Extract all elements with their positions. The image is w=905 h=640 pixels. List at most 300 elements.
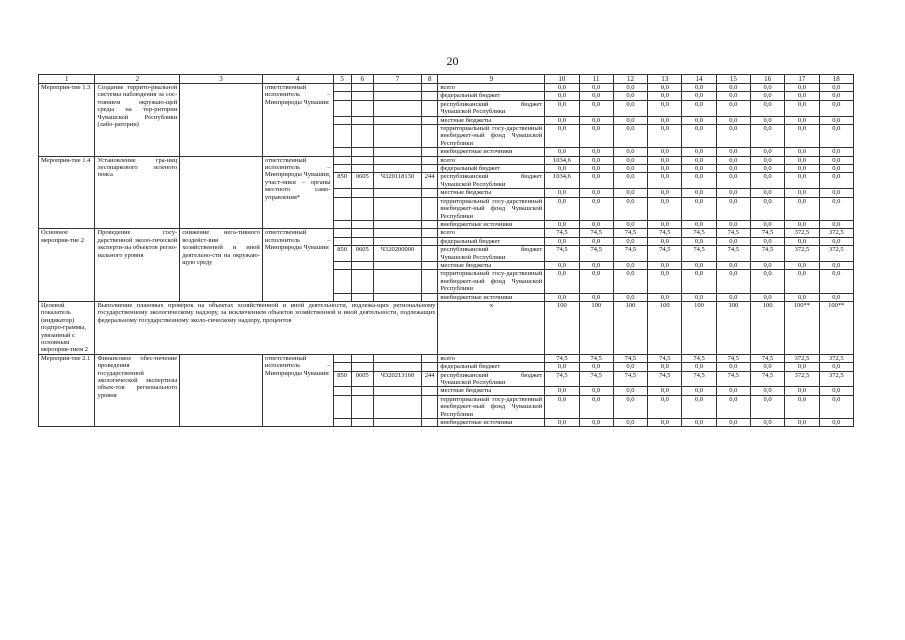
amount-cell: 0,0 [716, 419, 750, 427]
code-vr [422, 246, 438, 262]
funding-source: территориальный госу-дарственный внебюджет-ный фонд Чувашской Республики [438, 270, 545, 293]
funding-source: федеральный бюджет [438, 165, 545, 173]
amount-cell: 0,0 [579, 165, 613, 173]
code-csr [373, 116, 421, 124]
indicator-label: Целевой показатель (индикатор) подпро-граммы, увязанный с основным мероприя-тием 2 [39, 301, 95, 354]
amount-cell: 0,0 [819, 189, 853, 197]
amount-cell: 0,0 [750, 261, 784, 269]
amount-cell: 0,0 [819, 173, 853, 189]
amount-cell: 0,0 [579, 92, 613, 100]
executor: ответственный исполнитель – Минприроды Чувашии [262, 354, 333, 427]
event-goal: снижение нега-тивного воздейст-вия хозяйственной и иной деятельно-сти на окружаю-щую среду [180, 229, 263, 302]
amount-cell: 0,0 [682, 92, 716, 100]
amount-cell: 0,0 [648, 387, 682, 395]
amount-cell: 0,0 [648, 237, 682, 245]
code-grbs: 850 [333, 173, 351, 189]
amount-cell: 0,0 [648, 125, 682, 148]
column-header: 1 [39, 75, 95, 84]
code-vr [422, 189, 438, 197]
funding-source: федеральный бюджет [438, 237, 545, 245]
amount-cell: 0,0 [785, 270, 819, 293]
amount-cell: 0,0 [545, 92, 579, 100]
amount-cell: 74,5 [648, 246, 682, 262]
column-header: 5 [333, 75, 351, 84]
amount-cell: 0,0 [613, 395, 647, 418]
table-row [39, 156, 854, 164]
amount-cell: 0,0 [682, 100, 716, 116]
code-grbs [333, 92, 351, 100]
amount-cell: 0,0 [682, 197, 716, 220]
amount-cell: 74,5 [545, 371, 579, 387]
indicator-value: 100** [819, 301, 853, 354]
code-csr [373, 92, 421, 100]
amount-cell: 0,0 [682, 116, 716, 124]
amount-cell: 0,0 [716, 237, 750, 245]
funding-source: внебюджетные источники [438, 419, 545, 427]
amount-cell: 0,0 [648, 270, 682, 293]
code-grbs [333, 270, 351, 293]
code-grbs [333, 197, 351, 220]
code-grbs: 850 [333, 371, 351, 387]
amount-cell: 0,0 [750, 189, 784, 197]
amount-cell: 0,0 [785, 125, 819, 148]
amount-cell: 0,0 [716, 220, 750, 228]
amount-cell: 0,0 [785, 395, 819, 418]
code-rzpr [351, 237, 373, 245]
amount-cell: 0,0 [613, 100, 647, 116]
amount-cell: 0,0 [545, 116, 579, 124]
event-name: Проведение госу-дарственной эколо-гической эксперти-зы объектов регио-нального уровня [95, 229, 180, 302]
funding-source: внебюджетные источники [438, 220, 545, 228]
amount-cell: 0,0 [648, 156, 682, 164]
amount-cell: 0,0 [785, 387, 819, 395]
code-grbs [333, 237, 351, 245]
amount-cell: 0,0 [579, 293, 613, 301]
column-header: 11 [579, 75, 613, 84]
indicator-value: 100 [648, 301, 682, 354]
amount-cell: 372,5 [819, 246, 853, 262]
code-csr [373, 229, 421, 237]
amount-cell: 0,0 [648, 148, 682, 156]
amount-cell: 0,0 [579, 156, 613, 164]
amount-cell: 0,0 [613, 363, 647, 371]
amount-cell: 74,5 [545, 354, 579, 362]
amount-cell: 372,5 [819, 229, 853, 237]
funding-source: всего [438, 84, 545, 92]
amount-cell: 0,0 [750, 395, 784, 418]
amount-cell: 0,0 [819, 419, 853, 427]
code-rzpr [351, 229, 373, 237]
amount-cell: 372,5 [785, 229, 819, 237]
code-rzpr [351, 165, 373, 173]
amount-cell: 0,0 [785, 100, 819, 116]
amount-cell: 1034,6 [545, 156, 579, 164]
column-header: 14 [682, 75, 716, 84]
code-rzpr [351, 156, 373, 164]
amount-cell: 0,0 [819, 92, 853, 100]
amount-cell: 0,0 [613, 173, 647, 189]
amount-cell: 0,0 [682, 165, 716, 173]
amount-cell: 0,0 [579, 419, 613, 427]
code-grbs [333, 363, 351, 371]
column-header: 16 [750, 75, 784, 84]
code-rzpr: 0605 [351, 246, 373, 262]
event-id: Мероприя-тие 2.1 [39, 354, 95, 427]
amount-cell: 0,0 [819, 363, 853, 371]
amount-cell: 0,0 [648, 220, 682, 228]
amount-cell: 0,0 [613, 84, 647, 92]
amount-cell: 0,0 [819, 387, 853, 395]
code-vr: 244 [422, 173, 438, 189]
code-vr [422, 100, 438, 116]
code-vr [422, 237, 438, 245]
code-rzpr [351, 293, 373, 301]
executor: ответственный исполнитель – Минприроды Чувашии [262, 229, 333, 302]
code-vr [422, 419, 438, 427]
amount-cell: 0,0 [785, 261, 819, 269]
event-id: Мероприя-тие 1.4 [39, 156, 95, 229]
column-header: 3 [180, 75, 263, 84]
amount-cell: 0,0 [750, 84, 784, 92]
code-vr [422, 165, 438, 173]
amount-cell: 0,0 [819, 293, 853, 301]
amount-cell: 0,0 [785, 419, 819, 427]
amount-cell: 0,0 [716, 197, 750, 220]
event-id: Основное мероприя-тие 2 [39, 229, 95, 302]
amount-cell: 0,0 [545, 197, 579, 220]
amount-cell: 0,0 [613, 165, 647, 173]
funding-source: местные бюджеты [438, 261, 545, 269]
amount-cell: 0,0 [785, 116, 819, 124]
amount-cell: 0,0 [716, 387, 750, 395]
amount-cell: 0,0 [785, 197, 819, 220]
table-row [39, 229, 854, 237]
amount-cell: 74,5 [545, 246, 579, 262]
indicator-text: Выполнение плановых проверок на объектах хозяйственной и иной деятельности, подлежа-щих региональному государственному экологическому надзору, за исключением объектов хозяйственной и иной деятельности, подлежащих федеральному государственному эколо-гическому надзору, процентов [95, 301, 438, 354]
amount-cell: 0,0 [716, 125, 750, 148]
amount-cell: 0,0 [682, 387, 716, 395]
amount-cell: 74,5 [613, 371, 647, 387]
code-grbs [333, 189, 351, 197]
code-vr [422, 270, 438, 293]
code-rzpr [351, 363, 373, 371]
amount-cell: 0,0 [579, 116, 613, 124]
code-vr [422, 156, 438, 164]
code-csr [373, 387, 421, 395]
amount-cell: 0,0 [750, 100, 784, 116]
amount-cell: 0,0 [613, 125, 647, 148]
funding-source: всего [438, 229, 545, 237]
amount-cell: 0,0 [545, 84, 579, 92]
funding-source: территориальный госу-дарственный внебюджет-ный фонд Чувашской Республики [438, 395, 545, 418]
amount-cell: 0,0 [785, 165, 819, 173]
amount-cell: 0,0 [648, 261, 682, 269]
amount-cell: 0,0 [716, 395, 750, 418]
code-rzpr [351, 270, 373, 293]
amount-cell: 74,5 [545, 229, 579, 237]
amount-cell: 74,5 [682, 354, 716, 362]
amount-cell: 0,0 [579, 189, 613, 197]
amount-cell: 0,0 [545, 395, 579, 418]
code-csr [373, 419, 421, 427]
amount-cell: 74,5 [716, 229, 750, 237]
code-csr: Ч320213160 [373, 371, 421, 387]
funding-source: территориальный госу-дарственный внебюджет-ный фонд Чувашской Республики [438, 125, 545, 148]
code-grbs [333, 229, 351, 237]
amount-cell: 0,0 [819, 220, 853, 228]
amount-cell: 0,0 [648, 165, 682, 173]
amount-cell: 372,5 [785, 246, 819, 262]
code-vr [422, 220, 438, 228]
code-grbs [333, 148, 351, 156]
amount-cell: 74,5 [716, 371, 750, 387]
code-csr [373, 148, 421, 156]
code-vr [422, 125, 438, 148]
code-rzpr [351, 387, 373, 395]
amount-cell: 74,5 [750, 229, 784, 237]
amount-cell: 0,0 [545, 237, 579, 245]
amount-cell: 0,0 [545, 220, 579, 228]
amount-cell: 372,5 [819, 371, 853, 387]
amount-cell: 0,0 [682, 261, 716, 269]
amount-cell: 0,0 [579, 270, 613, 293]
amount-cell: 74,5 [648, 229, 682, 237]
event-name: Установление гра-ниц лесопаркового зеленого пояса [95, 156, 180, 229]
funding-source: внебюджетные источники [438, 148, 545, 156]
column-header: 9 [438, 75, 545, 84]
code-rzpr [351, 419, 373, 427]
amount-cell: 0,0 [716, 156, 750, 164]
page-number: 20 [446, 54, 459, 68]
code-csr [373, 189, 421, 197]
code-csr [373, 125, 421, 148]
column-header: 17 [785, 75, 819, 84]
column-header: 7 [373, 75, 421, 84]
amount-cell: 0,0 [545, 165, 579, 173]
event-goal [180, 156, 263, 229]
amount-cell: 0,0 [545, 363, 579, 371]
code-rzpr [351, 395, 373, 418]
amount-cell: 0,0 [648, 395, 682, 418]
amount-cell: 0,0 [716, 189, 750, 197]
amount-cell: 0,0 [613, 261, 647, 269]
code-grbs [333, 261, 351, 269]
amount-cell: 74,5 [682, 371, 716, 387]
amount-cell: 74,5 [682, 229, 716, 237]
code-grbs [333, 156, 351, 164]
code-rzpr [351, 220, 373, 228]
indicator-value: 100 [545, 301, 579, 354]
amount-cell: 0,0 [545, 261, 579, 269]
amount-cell: 0,0 [613, 293, 647, 301]
event-id: Мероприя-тие 1.3 [39, 84, 95, 157]
code-grbs [333, 100, 351, 116]
code-csr [373, 395, 421, 418]
amount-cell: 0,0 [682, 84, 716, 92]
amount-cell: 0,0 [819, 125, 853, 148]
amount-cell: 0,0 [579, 125, 613, 148]
code-rzpr [351, 354, 373, 362]
code-grbs [333, 395, 351, 418]
amount-cell: 0,0 [716, 92, 750, 100]
amount-cell: 0,0 [716, 293, 750, 301]
amount-cell: 0,0 [819, 156, 853, 164]
amount-cell: 0,0 [716, 116, 750, 124]
amount-cell: 0,0 [716, 363, 750, 371]
table-row [39, 354, 854, 362]
amount-cell: 0,0 [682, 189, 716, 197]
code-vr: 244 [422, 371, 438, 387]
amount-cell: 0,0 [716, 261, 750, 269]
funding-source: всего [438, 354, 545, 362]
code-grbs [333, 116, 351, 124]
indicator-value: 100 [750, 301, 784, 354]
amount-cell: 0,0 [785, 84, 819, 92]
amount-cell: 0,0 [750, 387, 784, 395]
amount-cell: 74,5 [648, 354, 682, 362]
event-name: Создание террито-риальной системы наблюдения за сос-тоянием окружаю-щей среды на тер-ритории Чувашской Республики (лабо-ратории) [95, 84, 180, 157]
financing-table [38, 74, 854, 427]
amount-cell: 0,0 [579, 387, 613, 395]
amount-cell: 0,0 [819, 395, 853, 418]
column-header: 4 [262, 75, 333, 84]
amount-cell: 0,0 [613, 116, 647, 124]
amount-cell: 0,0 [648, 419, 682, 427]
amount-cell: 0,0 [613, 387, 647, 395]
amount-cell: 74,5 [579, 354, 613, 362]
amount-cell: 0,0 [613, 220, 647, 228]
indicator-mark: х [438, 301, 545, 354]
indicator-value: 100** [785, 301, 819, 354]
amount-cell: 0,0 [682, 363, 716, 371]
code-csr [373, 270, 421, 293]
amount-cell: 0,0 [613, 156, 647, 164]
amount-cell: 0,0 [613, 270, 647, 293]
code-vr [422, 229, 438, 237]
amount-cell: 0,0 [648, 293, 682, 301]
event-goal [180, 84, 263, 157]
amount-cell: 0,0 [579, 173, 613, 189]
amount-cell: 0,0 [716, 148, 750, 156]
amount-cell: 0,0 [682, 270, 716, 293]
amount-cell: 0,0 [613, 148, 647, 156]
amount-cell: 0,0 [785, 148, 819, 156]
column-header: 12 [613, 75, 647, 84]
amount-cell: 0,0 [613, 189, 647, 197]
code-csr [373, 220, 421, 228]
code-rzpr [351, 189, 373, 197]
code-csr [373, 84, 421, 92]
amount-cell: 372,5 [785, 354, 819, 362]
amount-cell: 372,5 [819, 354, 853, 362]
amount-cell: 0,0 [819, 261, 853, 269]
amount-cell: 0,0 [682, 419, 716, 427]
funding-source: местные бюджеты [438, 387, 545, 395]
funding-source: федеральный бюджет [438, 92, 545, 100]
code-csr [373, 293, 421, 301]
amount-cell: 0,0 [648, 173, 682, 189]
column-header: 13 [648, 75, 682, 84]
amount-cell: 0,0 [648, 116, 682, 124]
event-name: Финансовое обес-печение проведения государственной экологической экспертизы объек-тов регионального уровня [95, 354, 180, 427]
amount-cell: 74,5 [579, 229, 613, 237]
amount-cell: 74,5 [682, 246, 716, 262]
amount-cell: 0,0 [819, 84, 853, 92]
funding-source: местные бюджеты [438, 189, 545, 197]
amount-cell: 0,0 [750, 237, 784, 245]
amount-cell: 0,0 [613, 92, 647, 100]
amount-cell: 0,0 [819, 100, 853, 116]
amount-cell: 0,0 [579, 197, 613, 220]
amount-cell: 0,0 [750, 116, 784, 124]
amount-cell: 0,0 [579, 84, 613, 92]
code-rzpr [351, 261, 373, 269]
amount-cell: 0,0 [750, 363, 784, 371]
funding-source: республиканский бюджет Чувашской Республики [438, 246, 545, 262]
amount-cell: 0,0 [819, 116, 853, 124]
amount-cell: 0,0 [545, 387, 579, 395]
amount-cell: 0,0 [579, 395, 613, 418]
code-grbs [333, 419, 351, 427]
code-vr [422, 116, 438, 124]
code-vr [422, 395, 438, 418]
code-grbs: 850 [333, 246, 351, 262]
amount-cell: 0,0 [545, 100, 579, 116]
indicator-value: 100 [682, 301, 716, 354]
code-rzpr [351, 125, 373, 148]
amount-cell: 0,0 [750, 156, 784, 164]
column-header: 18 [819, 75, 853, 84]
amount-cell: 74,5 [716, 246, 750, 262]
code-csr: Ч320118130 [373, 173, 421, 189]
amount-cell: 0,0 [579, 261, 613, 269]
code-csr [373, 100, 421, 116]
code-vr [422, 148, 438, 156]
table-row [39, 84, 854, 92]
amount-cell: 0,0 [545, 270, 579, 293]
amount-cell: 74,5 [613, 229, 647, 237]
code-vr [422, 293, 438, 301]
amount-cell: 74,5 [750, 246, 784, 262]
amount-cell: 74,5 [579, 246, 613, 262]
amount-cell: 0,0 [785, 189, 819, 197]
amount-cell: 74,5 [716, 354, 750, 362]
column-header: 6 [351, 75, 373, 84]
amount-cell: 74,5 [750, 371, 784, 387]
amount-cell: 74,5 [579, 371, 613, 387]
amount-cell: 0,0 [819, 197, 853, 220]
code-csr: Ч320200000 [373, 246, 421, 262]
column-header: 8 [422, 75, 438, 84]
amount-cell: 0,0 [750, 92, 784, 100]
amount-cell: 0,0 [545, 293, 579, 301]
amount-cell: 0,0 [819, 148, 853, 156]
amount-cell: 0,0 [682, 125, 716, 148]
amount-cell: 0,0 [716, 270, 750, 293]
amount-cell: 0,0 [648, 100, 682, 116]
funding-source: республиканский бюджет Чувашской Республики [438, 173, 545, 189]
amount-cell: 0,0 [613, 419, 647, 427]
indicator-value: 100 [579, 301, 613, 354]
amount-cell: 0,0 [750, 148, 784, 156]
amount-cell: 0,0 [648, 92, 682, 100]
amount-cell: 1034,6 [545, 173, 579, 189]
indicator-row [39, 301, 854, 354]
amount-cell: 0,0 [682, 156, 716, 164]
code-vr [422, 387, 438, 395]
amount-cell: 0,0 [785, 156, 819, 164]
amount-cell: 0,0 [682, 173, 716, 189]
